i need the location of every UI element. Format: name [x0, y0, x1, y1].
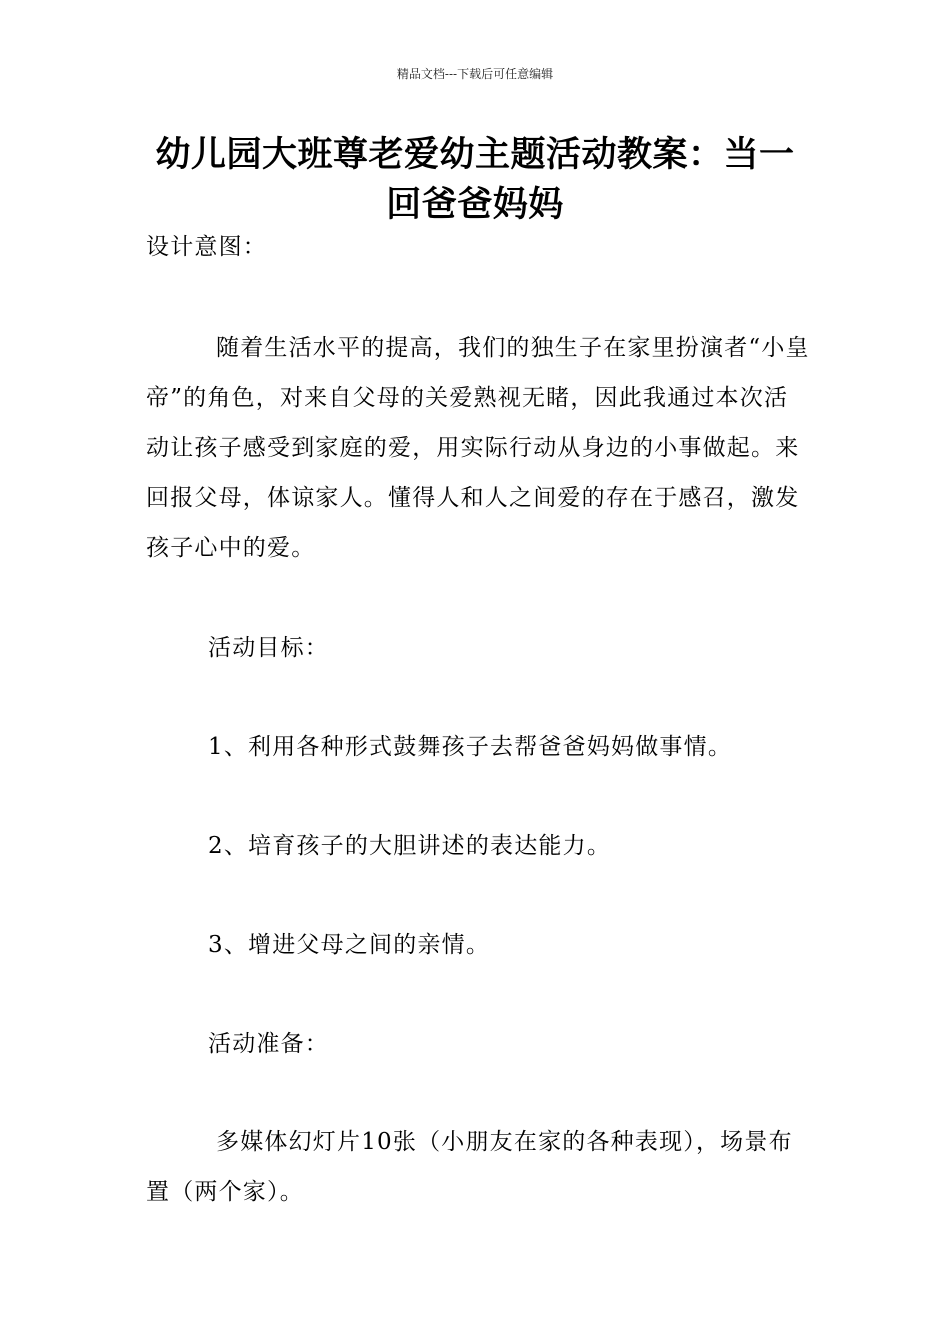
goal-item-2: 2、培育孩子的大胆讲述的表达能力。 [208, 833, 612, 859]
goal-item-1: 1、利用各种形式鼓舞孩子去帮爸爸妈妈做事情。 [208, 734, 733, 760]
design-intent-paragraph: 随着生活水平的提高，我们的独生子在家里扮演者“小皇帝”的角色，对来自父母的关爱熟视无睹，因此我通过本次活动让孩子感受到家庭的爱，用实际行动从身边的小事做起。来回报父母，体谅家人。懂得人和人之间爱的存在于感召，激发孩子心中的爱。 [146, 335, 810, 561]
document-title: 幼儿园大班尊老爱幼主题活动教案：当一回爸爸妈妈 [155, 135, 795, 225]
goal-item-3: 3、增进父母之间的亲情。 [208, 932, 491, 958]
design-intent-heading: 设计意图： [146, 234, 267, 260]
activity-goals-heading: 活动目标： [208, 635, 329, 661]
activity-prep-paragraph: 多媒体幻灯片10张（小朋友在家的各种表现），场景布置（两个家）。 [146, 1129, 793, 1205]
activity-prep-heading: 活动准备： [208, 1031, 329, 1057]
document-header-note: 精品文档---下载后可任意编辑 [396, 67, 554, 81]
